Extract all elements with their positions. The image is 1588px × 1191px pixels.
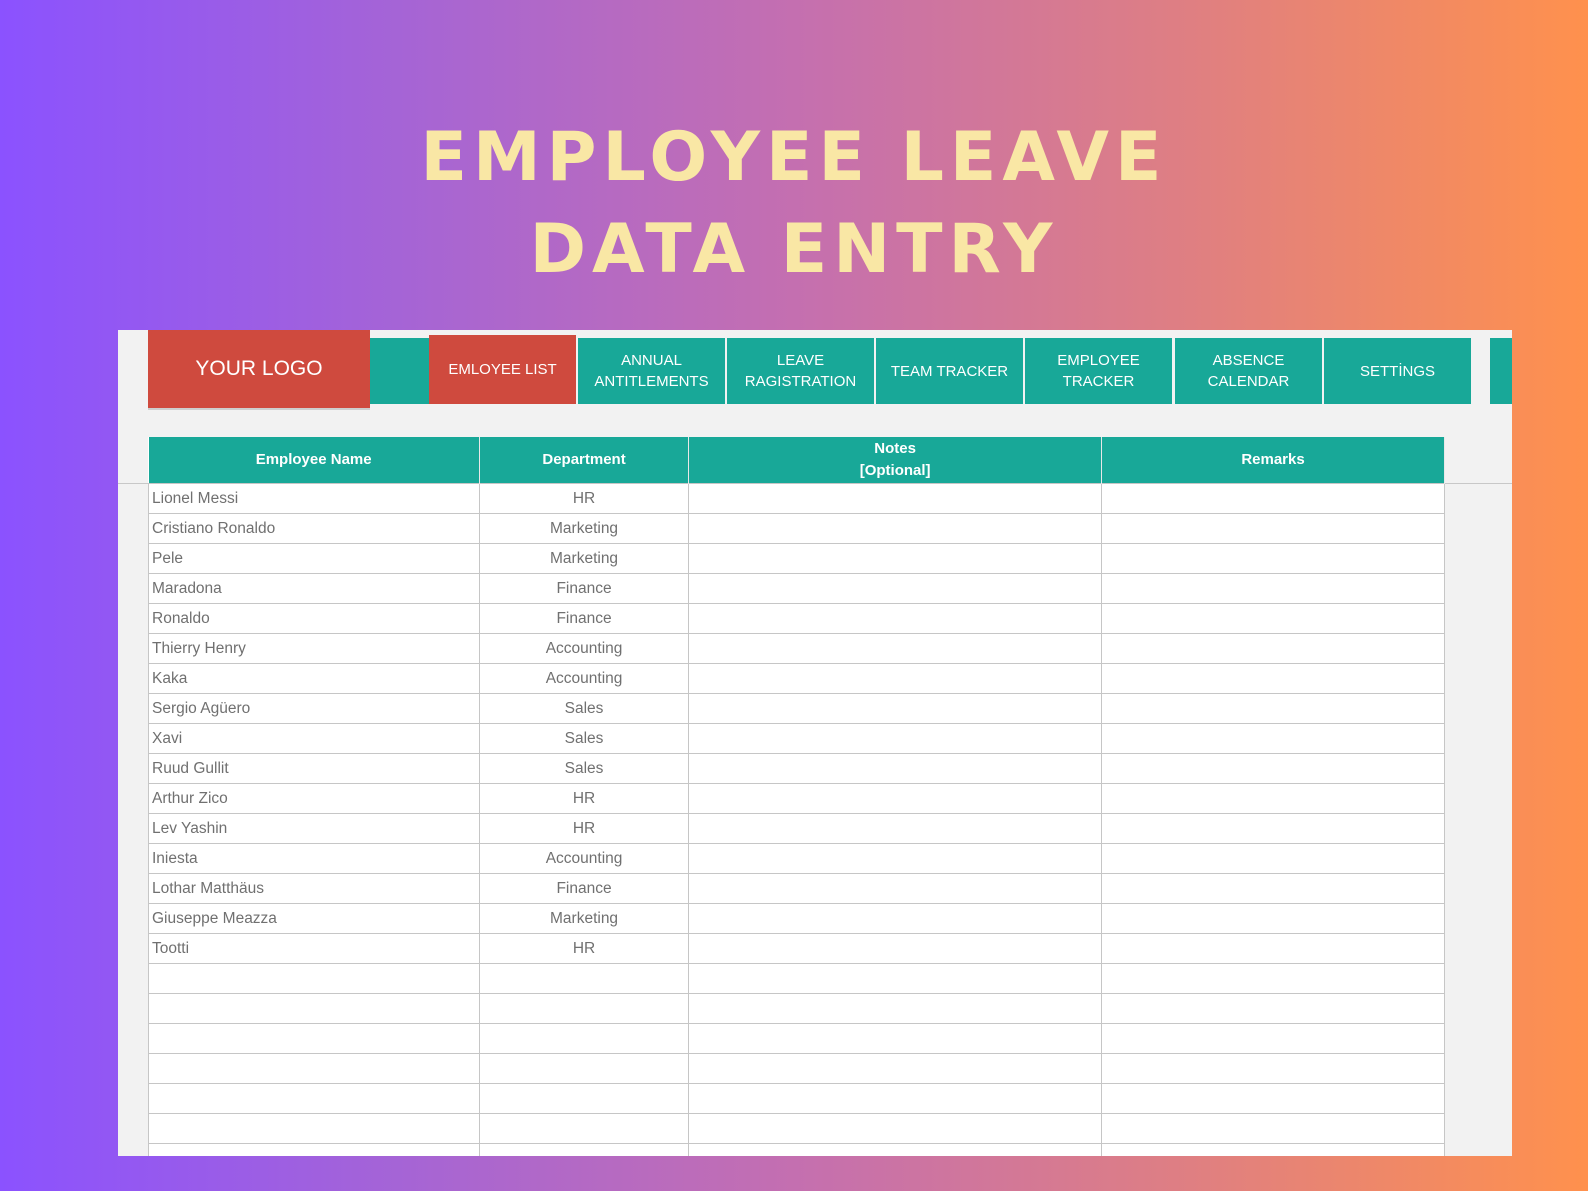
cell-remarks[interactable]	[1102, 754, 1445, 784]
cell-notes[interactable]	[689, 574, 1102, 604]
nav-end-cap	[1490, 338, 1512, 404]
cell-employee-name[interactable]: Xavi	[149, 724, 480, 754]
cell-remarks[interactable]	[1102, 574, 1445, 604]
page-title-line-1: EMPLOYEE LEAVE	[420, 118, 1168, 197]
tab-settings[interactable]: SETTİNGS	[1324, 338, 1473, 404]
cell-employee-name[interactable]: Lothar Matthäus	[149, 874, 480, 904]
cell-employee-name[interactable]: Cristiano Ronaldo	[149, 514, 480, 544]
cell-remarks[interactable]	[1102, 814, 1445, 844]
table-row	[149, 724, 1445, 754]
cell-notes[interactable]	[689, 754, 1102, 784]
cell-department[interactable]: HR	[479, 784, 688, 814]
cell-remarks[interactable]	[1102, 844, 1445, 874]
cell-notes[interactable]	[689, 994, 1102, 1024]
cell-notes[interactable]	[689, 664, 1102, 694]
cell-remarks[interactable]	[1102, 604, 1445, 634]
cell-employee-name[interactable]	[149, 1054, 480, 1084]
cell-remarks[interactable]	[1102, 514, 1445, 544]
header-remarks[interactable]: Remarks	[1102, 437, 1445, 484]
cell-remarks[interactable]	[1102, 664, 1445, 694]
cell-notes[interactable]	[689, 964, 1102, 994]
cell-remarks[interactable]	[1102, 874, 1445, 904]
cell-remarks[interactable]	[1102, 784, 1445, 814]
cell-notes[interactable]	[689, 724, 1102, 754]
header-employee-name[interactable]: Employee Name	[149, 437, 480, 484]
cell-department[interactable]	[479, 994, 688, 1024]
cell-remarks[interactable]	[1102, 934, 1445, 964]
cell-employee-name[interactable]: Sergio Agüero	[149, 694, 480, 724]
cell-department[interactable]	[479, 1024, 688, 1054]
cell-notes[interactable]	[689, 1114, 1102, 1144]
header-notes-title: Notes	[874, 440, 916, 457]
cell-department[interactable]: Finance	[479, 574, 688, 604]
cell-department[interactable]: Sales	[479, 754, 688, 784]
nav-spacer	[370, 338, 429, 404]
tab-annual-entitlements[interactable]: ANNUAL ANTITLEMENTS	[578, 338, 727, 404]
table-row	[149, 904, 1445, 934]
cell-notes[interactable]	[689, 484, 1102, 514]
cell-department[interactable]: Marketing	[479, 514, 688, 544]
header-notes-optional: [Optional]	[859, 462, 931, 479]
table-row	[149, 634, 1445, 664]
cell-department[interactable]: Finance	[479, 604, 688, 634]
page-title-line-2: DATA ENTRY	[529, 210, 1059, 289]
navigation-bar	[118, 338, 1512, 404]
employee-table	[148, 437, 1445, 1156]
table-row	[149, 844, 1445, 874]
cell-employee-name[interactable]: Pele	[149, 544, 480, 574]
page-title	[0, 112, 1588, 296]
cell-remarks[interactable]	[1102, 724, 1445, 754]
cell-notes[interactable]	[689, 1054, 1102, 1084]
cell-department[interactable]: Marketing	[479, 544, 688, 574]
cell-employee-name[interactable]: Kaka	[149, 664, 480, 694]
cell-employee-name[interactable]: Ronaldo	[149, 604, 480, 634]
cell-remarks[interactable]	[1102, 1024, 1445, 1054]
cell-department[interactable]: HR	[479, 814, 688, 844]
cell-department[interactable]: Accounting	[479, 634, 688, 664]
tab-employee-tracker[interactable]: EMPLOYEE TRACKER	[1025, 338, 1174, 404]
cell-department[interactable]	[479, 964, 688, 994]
tab-leave-registration[interactable]: LEAVE RAGISTRATION	[727, 338, 876, 404]
cell-remarks[interactable]	[1102, 634, 1445, 664]
cell-notes[interactable]	[689, 1024, 1102, 1054]
header-notes[interactable]	[689, 437, 1102, 484]
table-body	[149, 484, 1445, 1157]
spreadsheet-window	[118, 330, 1512, 1156]
cell-remarks[interactable]	[1102, 1114, 1445, 1144]
cell-employee-name[interactable]: Lev Yashin	[149, 814, 480, 844]
tab-team-tracker[interactable]: TEAM TRACKER	[876, 338, 1025, 404]
cell-remarks[interactable]	[1102, 1054, 1445, 1084]
cell-notes[interactable]	[689, 634, 1102, 664]
cell-employee-name[interactable]: Ruud Gullit	[149, 754, 480, 784]
cell-department[interactable]	[479, 1144, 688, 1157]
cell-notes[interactable]	[689, 514, 1102, 544]
cell-department[interactable]: Sales	[479, 724, 688, 754]
cell-notes[interactable]	[689, 844, 1102, 874]
cell-employee-name[interactable]	[149, 1084, 480, 1114]
cell-employee-name[interactable]	[149, 1024, 480, 1054]
cell-employee-name[interactable]: Giuseppe Meazza	[149, 904, 480, 934]
cell-department[interactable]: Sales	[479, 694, 688, 724]
cell-remarks[interactable]	[1102, 484, 1445, 514]
cell-department[interactable]	[479, 1114, 688, 1144]
cell-department[interactable]: Marketing	[479, 904, 688, 934]
header-department[interactable]: Department	[479, 437, 688, 484]
table-row	[149, 874, 1445, 904]
table-row	[149, 694, 1445, 724]
cell-department[interactable]: HR	[479, 484, 688, 514]
table-row	[149, 544, 1445, 574]
cell-notes[interactable]	[689, 934, 1102, 964]
cell-employee-name[interactable]: Arthur Zico	[149, 784, 480, 814]
cell-notes[interactable]	[689, 1084, 1102, 1114]
table-row	[149, 1144, 1445, 1157]
cell-employee-name[interactable]	[149, 994, 480, 1024]
cell-remarks[interactable]	[1102, 964, 1445, 994]
table-row	[149, 484, 1445, 514]
table-row	[149, 994, 1445, 1024]
cell-remarks[interactable]	[1102, 1144, 1445, 1157]
table-row	[149, 574, 1445, 604]
cell-remarks[interactable]	[1102, 904, 1445, 934]
cell-department[interactable]	[479, 1084, 688, 1114]
tab-employee-list[interactable]: EMLOYEE LIST	[429, 335, 578, 404]
logo: YOUR LOGO	[148, 330, 370, 408]
cell-notes[interactable]	[689, 874, 1102, 904]
table-row	[149, 754, 1445, 784]
table-row	[149, 784, 1445, 814]
table-row	[149, 814, 1445, 844]
table-header-row	[149, 437, 1445, 484]
table-row	[149, 1054, 1445, 1084]
cell-department[interactable]: Accounting	[479, 664, 688, 694]
cell-employee-name[interactable]: Tootti	[149, 934, 480, 964]
cell-notes[interactable]	[689, 544, 1102, 574]
cell-employee-name[interactable]: Lionel Messi	[149, 484, 480, 514]
cell-remarks[interactable]	[1102, 994, 1445, 1024]
table-row	[149, 1114, 1445, 1144]
cell-employee-name[interactable]	[149, 964, 480, 994]
cell-remarks[interactable]	[1102, 1084, 1445, 1114]
cell-employee-name[interactable]: Thierry Henry	[149, 634, 480, 664]
table-row	[149, 934, 1445, 964]
cell-notes[interactable]	[689, 1144, 1102, 1157]
table-row	[149, 964, 1445, 994]
cell-notes[interactable]	[689, 814, 1102, 844]
cell-remarks[interactable]	[1102, 544, 1445, 574]
table-row	[149, 514, 1445, 544]
cell-department[interactable]	[479, 1054, 688, 1084]
cell-department[interactable]: Accounting	[479, 844, 688, 874]
cell-notes[interactable]	[689, 904, 1102, 934]
table-row	[149, 1024, 1445, 1054]
cell-employee-name[interactable]: Maradona	[149, 574, 480, 604]
cell-department[interactable]: Finance	[479, 874, 688, 904]
cell-notes[interactable]	[689, 784, 1102, 814]
cell-employee-name[interactable]	[149, 1144, 480, 1157]
cell-remarks[interactable]	[1102, 694, 1445, 724]
cell-notes[interactable]	[689, 604, 1102, 634]
cell-employee-name[interactable]: Iniesta	[149, 844, 480, 874]
table-row	[149, 604, 1445, 634]
table-row	[149, 1084, 1445, 1114]
cell-employee-name[interactable]	[149, 1114, 480, 1144]
tab-absence-calendar[interactable]: ABSENCE CALENDAR	[1175, 338, 1324, 404]
cell-notes[interactable]	[689, 694, 1102, 724]
cell-department[interactable]: HR	[479, 934, 688, 964]
table-row	[149, 664, 1445, 694]
